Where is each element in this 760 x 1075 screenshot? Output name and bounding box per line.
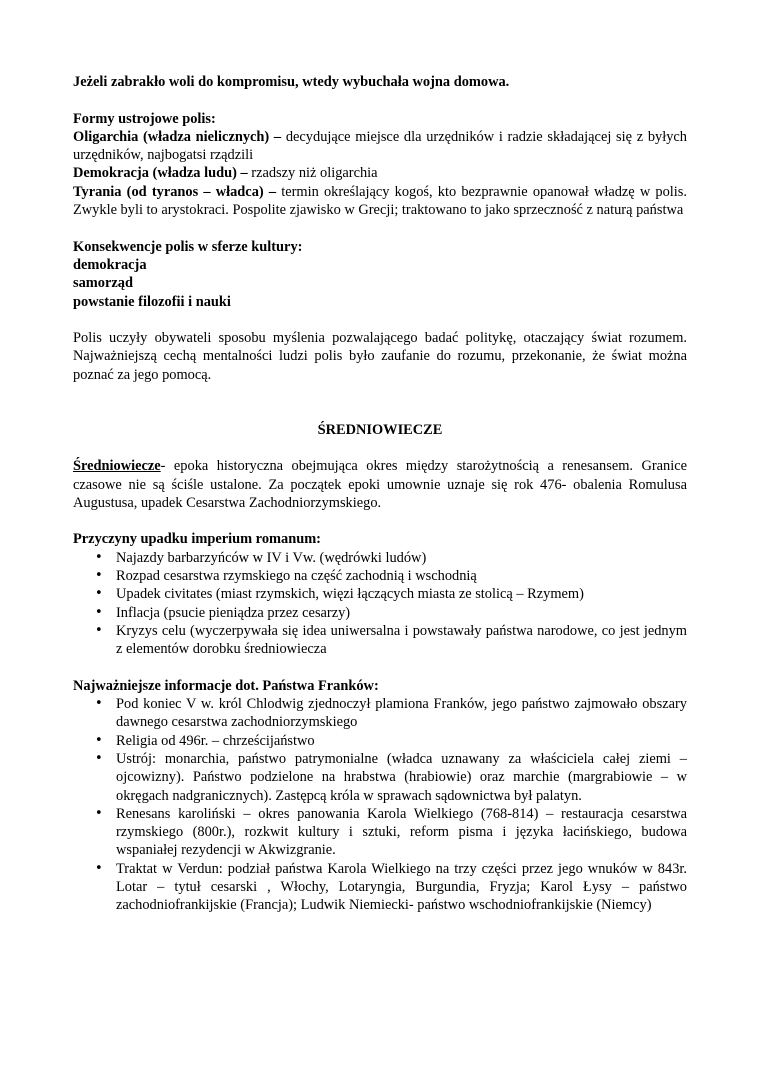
list-item: • Upadek civitates (miast rzymskich, więzi łączących miasta ze stolicą – Rzymem)	[73, 585, 687, 603]
list-item: • Traktat w Verdun: podział państwa Karola Wielkiego na trzy części przez jego wnuków w 843r. Lotar – tytuł cesarski , Włochy, Lotaryngia, Burgundia, Fryzja; Karol Łysy – państwo zachodniofrankijskie (Francja); Ludwik Niemiecki- państwo wschodniofrankijskie (Niemcy)	[73, 860, 687, 915]
konsekwencje-heading: Konsekwencje polis w sferze kultury:	[73, 238, 303, 255]
formy-heading: Formy ustrojowe polis:	[73, 110, 216, 127]
przyczyny-heading: Przyczyny upadku imperium romanum:	[73, 531, 321, 548]
tyrania-definition: Tyrania (od tyranos – władca) – termin określający kogoś, kto bezprawnie opanował władzę w polis. Zwykle byli to arystokraci. Pospolite zjawisko w Grecji; traktowano to jako sprzeczność z naturą państwa	[73, 183, 687, 219]
list-item: • Inflacja (psucie pieniądza przez cesarzy)	[73, 604, 687, 622]
demokracja-term: Demokracja (władza ludu) –	[73, 165, 248, 182]
section-title: ŚREDNIOWIECZE	[317, 421, 443, 438]
przyczyny-list	[73, 549, 687, 659]
konsekwencje-item: samorząd	[73, 275, 133, 292]
frankowie-heading: Najważniejsze informacje dot. Państwa Franków:	[73, 677, 379, 694]
polis-paragraph: Polis uczyły obywateli sposobu myślenia pozwalającego badać politykę, otaczający świat rozumem. Najważniejszą cechą mentalności ludzi polis było zaufanie do rozumu, przekonanie, że świat można poznać za jego pomocą.	[73, 330, 687, 383]
document-body	[73, 73, 687, 915]
list-item: • Renesans karoliński – okres panowania Karola Wielkiego (768-814) – restauracja cesarstwa rzymskiego (800r.), rozkwit kultury i sztuki, reform pisma i języka łacińskiego, budowa wspaniałej rezydencji w Akwizgranie.	[73, 805, 687, 860]
list-item: • Najazdy barbarzyńców w IV i Vw. (wędrówki ludów)	[73, 549, 687, 567]
oligarchia-definition: Oligarchia (władza nielicznych) – decydujące miejsce dla urzędników i radzie składającej się z byłych urzędników, najbogatsi rządzili	[73, 128, 687, 164]
list-item: • Kryzys celu (wyczerpywała się idea uniwersalna i powstawały państwa narodowe, co jest jednym z elementów dorobku średniowiecza	[73, 622, 687, 659]
intro-line: Jeżeli zabrakło woli do kompromisu, wtedy wybuchała wojna domowa.	[73, 74, 510, 90]
konsekwencje-item: powstanie filozofii i nauki	[73, 293, 231, 310]
demokracja-definition: Demokracja (władza ludu) – rzadszy niż oligarchia	[73, 165, 378, 182]
list-item: • Ustrój: monarchia, państwo patrymonialne (władca uznawany za właściciela całej ziemi – ojcowizny). Państwo podzielone na hrabstwa (hrabiowie) oraz marchie (margrabiowie – w okręgach nadgranicznych). Zastępcą króla w sprawach sądownictwa był palatyn.	[73, 750, 687, 805]
oligarchia-term: Oligarchia (władza nielicznych) –	[73, 128, 282, 145]
konsekwencje-item: demokracja	[73, 256, 147, 273]
sredniowiecze-term: Średniowiecze	[73, 458, 161, 475]
tyrania-term: Tyrania (od tyranos – władca) –	[73, 183, 277, 200]
sredniowiecze-definition: Średniowiecze- epoka historyczna obejmująca okres między starożytnością a renesansem. Granice czasowe nie są ściśle ustalone. Za początek epoki umownie uznaje się rok 476- obalenia Romulusa Augustusa, upadek Cesarstwa Zachodniorzymskiego.	[73, 458, 687, 511]
frankowie-list	[73, 695, 687, 915]
list-item: • Religia od 496r. – chrześcijaństwo	[73, 732, 687, 750]
list-item: • Pod koniec V w. król Chlodwig zjednoczył plamiona Franków, jego państwo zajmowało obszary dawnego cesarstwa zachodniorzymskiego	[73, 695, 687, 732]
list-item: • Rozpad cesarstwa rzymskiego na część zachodnią i wschodnią	[73, 567, 687, 585]
